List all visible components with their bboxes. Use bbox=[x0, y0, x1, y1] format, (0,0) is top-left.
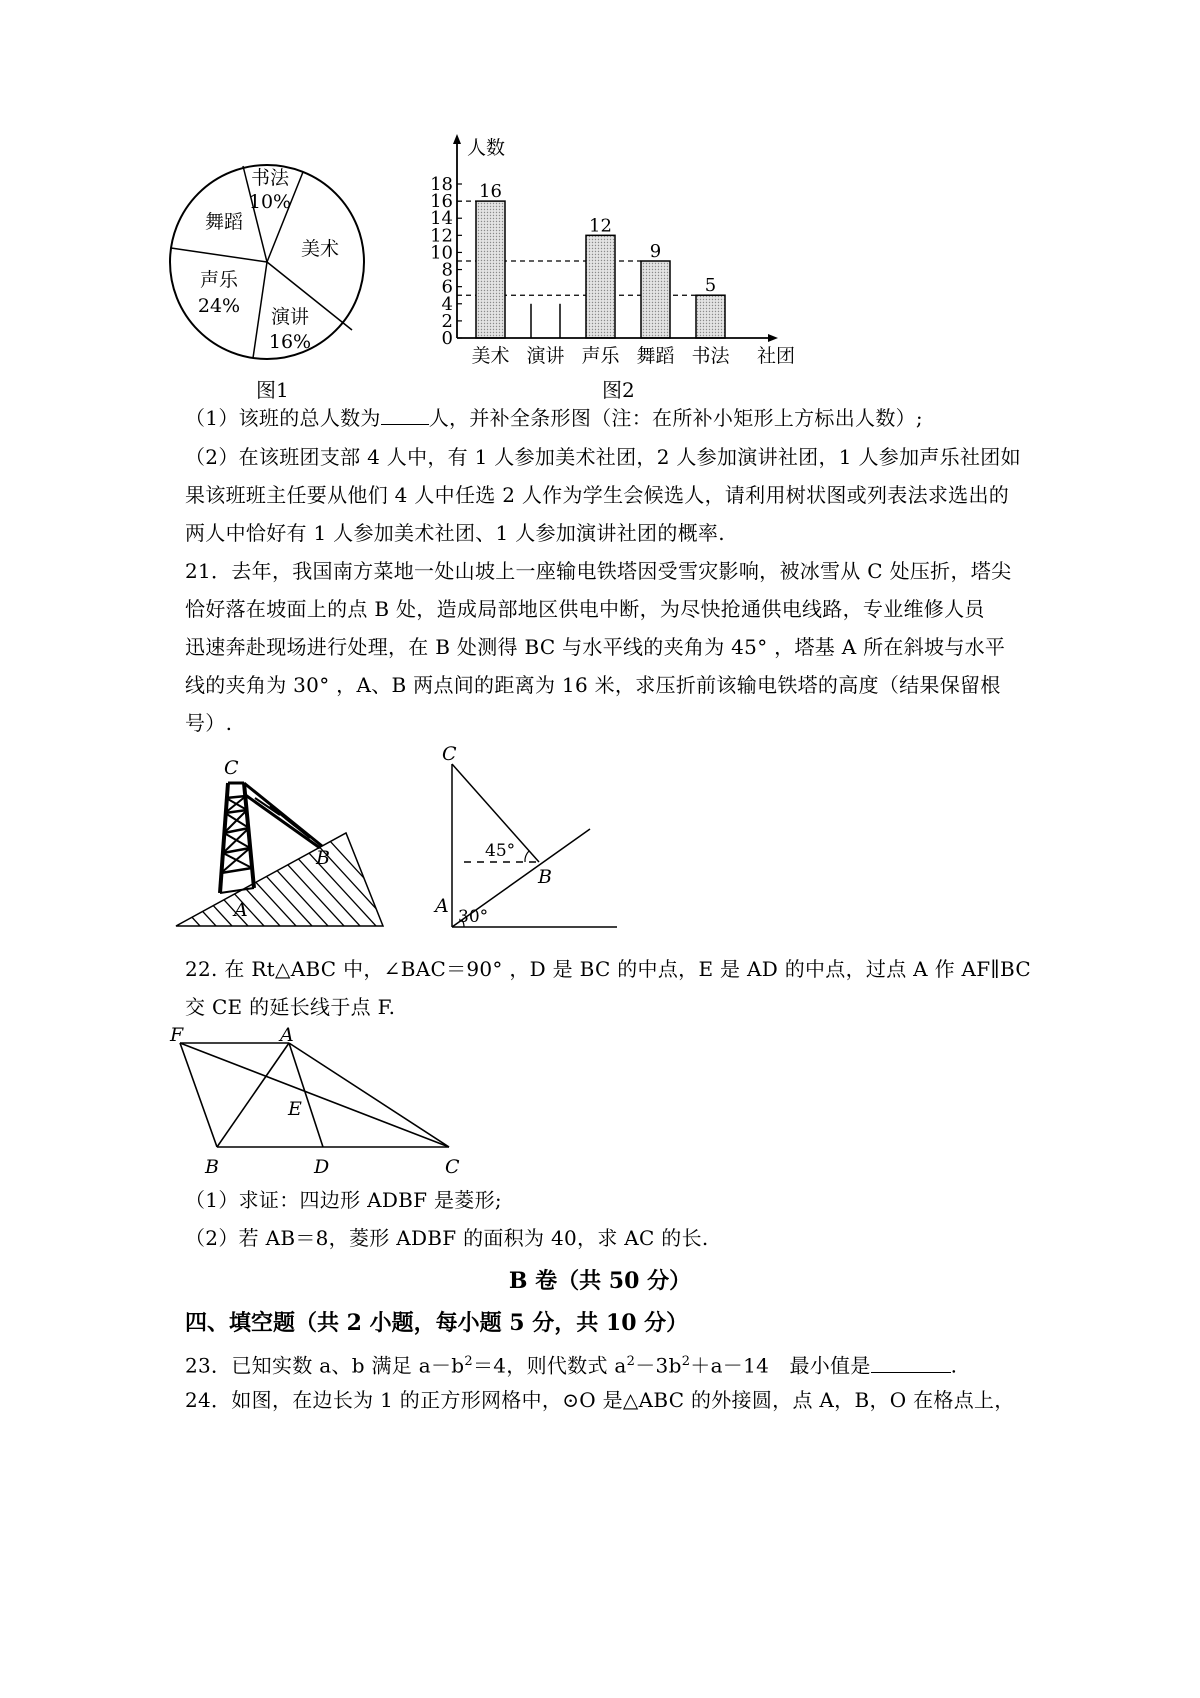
pie-chart-figure bbox=[160, 160, 410, 400]
x-axis-label: 社团 bbox=[756, 345, 796, 367]
section-b-title: B 卷（共 50 分） bbox=[508, 1268, 692, 1294]
rh-label-c: C bbox=[445, 1156, 460, 1178]
pie-pct-vocal: 24% bbox=[197, 295, 241, 317]
slope-shape bbox=[176, 833, 383, 926]
bar-chart-figure bbox=[420, 130, 820, 400]
y-tick-label: 2 bbox=[441, 310, 453, 332]
y-tick-label: 8 bbox=[441, 259, 453, 281]
y-axis-arrow bbox=[453, 134, 461, 144]
tower-label-c: C bbox=[224, 757, 239, 779]
tri-label-b: B bbox=[538, 866, 552, 888]
q21-line3: 迅速奔赴现场进行处理，在 B 处测得 BC 与水平线的夹角为 45° ，塔基 A 所在斜坡与水平 bbox=[185, 635, 1006, 659]
rh-label-a: A bbox=[280, 1025, 294, 1046]
tower-label-b: B bbox=[316, 847, 330, 869]
tower-illustration bbox=[170, 748, 400, 938]
q21-line1: 21．去年，我国南方菜地一处山坡上一座输电铁塔因受雪灾影响，被冰雪从 C 处压折，塔尖 bbox=[185, 559, 1012, 583]
answer-blank[interactable] bbox=[381, 424, 429, 425]
category-label: 书法 bbox=[691, 345, 730, 367]
q24-line1: 24．如图，在边长为 1 的正方形网格中，⊙O 是△ABC 的外接圆，点 A，B，O 在格点上， bbox=[185, 1388, 1015, 1412]
bar-value-label: 12 bbox=[589, 215, 612, 237]
y-tick-label: 6 bbox=[441, 276, 453, 298]
tri-label-a: A bbox=[435, 895, 449, 917]
rh-label-b: B bbox=[205, 1156, 219, 1178]
pie-label-speech: 演讲 bbox=[270, 306, 310, 328]
q20-part2-line3: 两人中恰好有 1 人参加美术社团、1 人参加演讲社团的概率. bbox=[185, 521, 725, 545]
rh-label-e: E bbox=[288, 1098, 302, 1120]
q23: 23．已知实数 a、b 满足 $a-b^2=4$，则代数式 $a^2-3b^2+a-14$ 最小值是 . bbox=[185, 1353, 958, 1378]
section-4-title: 四、填空题（共 2 小题，每小题 5 分，共 10 分） bbox=[185, 1310, 689, 1336]
segment-fc bbox=[180, 1043, 449, 1147]
q20-part1: （1）该班的总人数为 人，并补全条形图（注：在所补小矩形上方标出人数）; bbox=[185, 406, 923, 430]
q22-line2: 交 CE 的延长线于点 F. bbox=[185, 995, 396, 1019]
segment-ab bbox=[217, 1043, 289, 1147]
y-tick-label: 12 bbox=[430, 225, 453, 247]
pie-label-dance: 舞蹈 bbox=[204, 211, 244, 233]
figure-1-caption: 图1 bbox=[256, 378, 289, 402]
pie-label-calligraphy: 书法 bbox=[250, 167, 290, 189]
bar-value-label: 5 bbox=[704, 275, 717, 297]
y-tick-label: 0 bbox=[441, 328, 453, 349]
category-label: 舞蹈 bbox=[636, 345, 675, 367]
tri-angle-30: 30° bbox=[458, 907, 489, 927]
bar bbox=[641, 261, 670, 338]
bar bbox=[696, 295, 725, 338]
category-label: 声乐 bbox=[581, 345, 620, 367]
pie-label-vocal: 声乐 bbox=[199, 269, 239, 291]
rh-label-f: F bbox=[170, 1025, 184, 1046]
bar-value-label: 9 bbox=[649, 241, 662, 262]
bar bbox=[476, 201, 505, 338]
x-axis-arrow bbox=[768, 334, 778, 342]
figure-2-caption: 图2 bbox=[602, 378, 635, 402]
q20-part2-line1: （2）在该班团支部 4 人中，有 1 人参加美术社团，2 人参加演讲社团，1 人参加声乐社团如 bbox=[185, 445, 1021, 469]
pie-pct-speech: 16% bbox=[268, 331, 312, 353]
segment-fb bbox=[180, 1043, 217, 1147]
q22-line1: 22. 在 Rt△ABC 中，∠BAC＝90° ，D 是 BC 的中点，E 是 AD 的中点，过点 A 作 AF∥BC bbox=[185, 957, 1031, 981]
answer-blank[interactable] bbox=[871, 1372, 951, 1373]
segment-ad bbox=[289, 1043, 323, 1147]
rhombus-diagram bbox=[160, 1025, 490, 1185]
category-label: 美术 bbox=[471, 345, 510, 367]
q21-line4: 线的夹角为 30° ，A、B 两点间的距离为 16 米，求压折前该输电铁塔的高度（结果保留根 bbox=[185, 673, 1001, 697]
y-tick-label: 14 bbox=[430, 208, 453, 230]
tri-label-c: C bbox=[442, 743, 457, 765]
y-tick-label: 16 bbox=[430, 191, 453, 213]
q20-part2-line2: 果该班班主任要从他们 4 人中任选 2 人作为学生会候选人，请利用树状图或列表法求选出的 bbox=[185, 483, 1010, 507]
y-tick-label: 10 bbox=[430, 242, 453, 264]
triangle-diagram bbox=[420, 740, 640, 940]
q22-part2: （2）若 AB＝8，菱形 ADBF 的面积为 40，求 AC 的长. bbox=[185, 1226, 709, 1250]
y-tick-label: 18 bbox=[430, 174, 453, 195]
angle-45-arc bbox=[525, 851, 529, 862]
category-label: 演讲 bbox=[526, 345, 565, 367]
q21-line5: 号）. bbox=[185, 711, 233, 735]
y-tick-label: 4 bbox=[441, 293, 453, 315]
bar bbox=[586, 235, 615, 338]
tower-label-a: A bbox=[234, 899, 248, 921]
bar-value-label: 16 bbox=[479, 181, 502, 203]
q22-part1: （1）求证：四边形 ADBF 是菱形; bbox=[185, 1188, 502, 1212]
y-axis-label: 人数 bbox=[467, 137, 506, 159]
pie-pct-calligraphy: 10% bbox=[248, 191, 292, 213]
tri-angle-45: 45° bbox=[485, 841, 516, 861]
q21-line2: 恰好落在坡面上的点 B 处，造成局部地区供电中断，为尽快抢通供电线路，专业维修人员 bbox=[185, 597, 985, 621]
pie-label-art: 美术 bbox=[300, 238, 340, 260]
rh-label-d: D bbox=[314, 1156, 330, 1178]
